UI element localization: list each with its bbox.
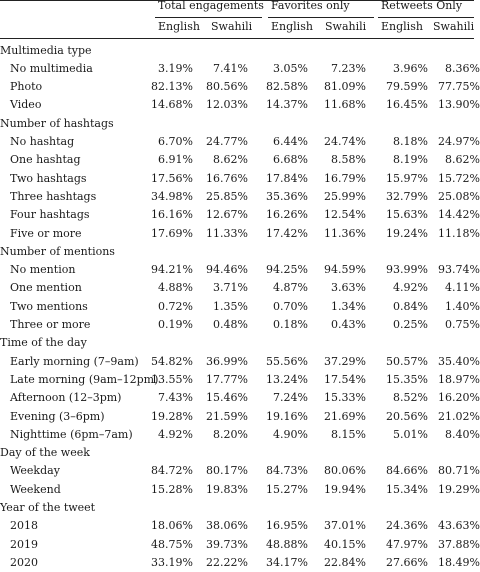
- value-cell: 4.92%: [158, 427, 193, 441]
- value-cell: 79.59%: [386, 80, 428, 94]
- row-label: One hashtag: [10, 153, 81, 167]
- section-header: Number of mentions: [0, 244, 115, 258]
- value-cell: 6.44%: [273, 135, 308, 148]
- value-cell: 6.91%: [158, 153, 193, 167]
- value-cell: 84.72%: [151, 464, 193, 478]
- value-cell: 0.75%: [445, 318, 480, 331]
- value-cell: 15.34%: [386, 482, 428, 496]
- row-label: No multimedia: [10, 61, 93, 75]
- value-cell: 35.40%: [438, 354, 480, 368]
- row-label: Two mentions: [10, 299, 88, 313]
- value-cell: 17.54%: [324, 372, 366, 386]
- value-cell: 21.59%: [206, 409, 248, 423]
- value-cell: 48.88%: [266, 537, 308, 551]
- value-cell: 3.05%: [273, 61, 308, 75]
- value-cell: 0.84%: [393, 299, 428, 313]
- value-cell: 0.19%: [158, 318, 193, 331]
- value-cell: 80.56%: [206, 80, 248, 94]
- value-cell: 80.17%: [206, 464, 248, 478]
- value-cell: 19.94%: [324, 482, 366, 496]
- value-cell: 15.46%: [206, 391, 248, 405]
- value-cell: 7.24%: [273, 391, 308, 405]
- language-header: English: [158, 20, 200, 33]
- value-cell: 14.37%: [266, 98, 308, 112]
- value-cell: 15.72%: [438, 171, 480, 185]
- value-cell: 8.62%: [445, 153, 480, 167]
- value-cell: 7.23%: [331, 61, 366, 75]
- value-cell: 94.46%: [206, 263, 248, 277]
- value-cell: 16.16%: [151, 208, 193, 222]
- row-label: 2019: [10, 537, 38, 551]
- value-cell: 6.68%: [273, 153, 308, 167]
- value-cell: 16.26%: [266, 208, 308, 222]
- value-cell: 11.33%: [206, 226, 248, 240]
- value-cell: 54.82%: [151, 354, 193, 368]
- language-header: Swahili: [433, 20, 475, 33]
- value-cell: 37.29%: [324, 354, 366, 368]
- value-cell: 8.18%: [393, 135, 428, 148]
- group-header: Total engagements: [158, 0, 264, 12]
- value-cell: 36.99%: [206, 354, 248, 368]
- value-cell: 25.99%: [324, 189, 366, 203]
- value-cell: 82.13%: [151, 80, 193, 94]
- value-cell: 16.45%: [386, 98, 428, 112]
- section-header: Day of the week: [0, 446, 90, 460]
- row-label: One mention: [10, 281, 82, 295]
- value-cell: 19.83%: [206, 482, 248, 496]
- value-cell: 93.74%: [438, 263, 480, 277]
- value-cell: 15.97%: [386, 171, 428, 185]
- value-cell: 37.01%: [324, 519, 366, 533]
- value-cell: 50.57%: [386, 354, 428, 368]
- section-header: Time of the day: [0, 336, 87, 350]
- value-cell: 15.28%: [151, 482, 193, 496]
- value-cell: 0.25%: [393, 318, 428, 331]
- value-cell: 17.77%: [206, 372, 248, 386]
- value-cell: 0.70%: [273, 299, 308, 313]
- value-cell: 22.84%: [324, 555, 366, 569]
- value-cell: 25.08%: [438, 189, 480, 203]
- value-cell: 13.90%: [438, 98, 480, 112]
- value-cell: 19.29%: [438, 482, 480, 496]
- value-cell: 3.96%: [393, 61, 428, 75]
- value-cell: 19.28%: [151, 409, 193, 423]
- value-cell: 14.68%: [151, 98, 193, 112]
- value-cell: 8.36%: [445, 61, 480, 75]
- header-rule: [0, 38, 474, 39]
- value-cell: 8.52%: [393, 391, 428, 405]
- value-cell: 39.73%: [206, 537, 248, 551]
- row-label: Early morning (7–9am): [10, 354, 139, 368]
- row-label: Weekend: [10, 482, 61, 496]
- value-cell: 16.20%: [438, 391, 480, 405]
- value-cell: 17.42%: [266, 226, 308, 240]
- value-cell: 32.79%: [386, 189, 428, 203]
- value-cell: 11.36%: [324, 226, 366, 240]
- value-cell: 47.97%: [386, 537, 428, 551]
- value-cell: 34.98%: [151, 189, 193, 203]
- value-cell: 84.66%: [386, 464, 428, 478]
- value-cell: 24.74%: [324, 135, 366, 148]
- row-label: Three hashtags: [10, 189, 97, 203]
- value-cell: 82.58%: [266, 80, 308, 94]
- value-cell: 84.73%: [266, 464, 308, 478]
- value-cell: 8.15%: [331, 427, 366, 441]
- value-cell: 80.71%: [438, 464, 480, 478]
- value-cell: 40.15%: [324, 537, 366, 551]
- value-cell: 14.42%: [438, 208, 480, 222]
- value-cell: 15.63%: [386, 208, 428, 222]
- value-cell: 94.25%: [266, 263, 308, 277]
- value-cell: 18.97%: [438, 372, 480, 386]
- value-cell: 1.40%: [445, 299, 480, 313]
- row-label: Weekday: [10, 464, 60, 478]
- value-cell: 17.69%: [151, 226, 193, 240]
- value-cell: 24.77%: [206, 135, 248, 148]
- value-cell: 3.19%: [158, 61, 193, 75]
- value-cell: 4.88%: [158, 281, 193, 295]
- value-cell: 5.01%: [393, 427, 428, 441]
- value-cell: 34.17%: [266, 555, 308, 569]
- value-cell: 4.11%: [445, 281, 480, 295]
- value-cell: 3.63%: [331, 281, 366, 295]
- value-cell: 19.16%: [266, 409, 308, 423]
- value-cell: 94.21%: [151, 263, 193, 277]
- value-cell: 12.54%: [324, 208, 366, 222]
- value-cell: 6.70%: [158, 135, 193, 148]
- language-header: Swahili: [211, 20, 253, 33]
- value-cell: 20.56%: [386, 409, 428, 423]
- row-label: Late morning (9am–12pm): [10, 372, 159, 386]
- row-label: No mention: [10, 263, 76, 277]
- value-cell: 27.66%: [386, 555, 428, 569]
- value-cell: 15.27%: [266, 482, 308, 496]
- value-cell: 8.62%: [213, 153, 248, 167]
- value-cell: 4.90%: [273, 427, 308, 441]
- value-cell: 37.88%: [438, 537, 480, 551]
- value-cell: 93.99%: [386, 263, 428, 277]
- row-label: 2020: [10, 555, 38, 569]
- language-header: English: [381, 20, 423, 33]
- language-header: English: [271, 20, 313, 33]
- value-cell: 1.35%: [213, 299, 248, 313]
- value-cell: 16.79%: [324, 171, 366, 185]
- row-label: Three or more: [10, 318, 91, 331]
- value-cell: 18.49%: [438, 555, 480, 569]
- row-label: No hashtag: [10, 135, 75, 148]
- value-cell: 8.58%: [331, 153, 366, 167]
- value-cell: 8.40%: [445, 427, 480, 441]
- row-label: Two hashtags: [10, 171, 87, 185]
- value-cell: 15.33%: [324, 391, 366, 405]
- value-cell: 11.18%: [438, 226, 480, 240]
- value-cell: 0.48%: [213, 318, 248, 331]
- row-label: Video: [10, 98, 42, 112]
- group-header: Retweets Only: [381, 0, 463, 12]
- value-cell: 13.55%: [151, 372, 193, 386]
- value-cell: 21.69%: [324, 409, 366, 423]
- value-cell: 24.36%: [386, 519, 428, 533]
- row-label: 2018: [10, 519, 38, 533]
- section-header: Multimedia type: [0, 43, 92, 57]
- value-cell: 77.75%: [438, 80, 480, 94]
- value-cell: 48.75%: [151, 537, 193, 551]
- value-cell: 17.84%: [266, 171, 308, 185]
- value-cell: 13.24%: [266, 372, 308, 386]
- value-cell: 4.87%: [273, 281, 308, 295]
- value-cell: 18.06%: [151, 519, 193, 533]
- value-cell: 19.24%: [386, 226, 428, 240]
- value-cell: 15.35%: [386, 372, 428, 386]
- value-cell: 43.63%: [438, 519, 480, 533]
- row-label: Five or more: [10, 226, 82, 240]
- value-cell: 25.85%: [206, 189, 248, 203]
- row-label: Nighttime (6pm–7am): [10, 427, 133, 441]
- row-label: Evening (3–6pm): [10, 409, 105, 423]
- row-label: Photo: [10, 80, 43, 94]
- value-cell: 4.92%: [393, 281, 428, 295]
- value-cell: 7.43%: [158, 391, 193, 405]
- value-cell: 80.06%: [324, 464, 366, 478]
- section-header: Number of hashtags: [0, 116, 114, 130]
- value-cell: 24.97%: [438, 135, 480, 148]
- value-cell: 21.02%: [438, 409, 480, 423]
- value-cell: 7.41%: [213, 61, 248, 75]
- value-cell: 0.72%: [158, 299, 193, 313]
- value-cell: 12.67%: [206, 208, 248, 222]
- value-cell: 55.56%: [266, 354, 308, 368]
- section-header: Year of the tweet: [0, 501, 96, 514]
- value-cell: 8.20%: [213, 427, 248, 441]
- value-cell: 8.19%: [393, 153, 428, 167]
- value-cell: 16.95%: [266, 519, 308, 533]
- value-cell: 12.03%: [206, 98, 248, 112]
- row-label: Four hashtags: [10, 208, 90, 222]
- value-cell: 35.36%: [266, 189, 308, 203]
- row-label: Afternoon (12–3pm): [10, 391, 122, 405]
- value-cell: 1.34%: [331, 299, 366, 313]
- value-cell: 0.18%: [273, 318, 308, 331]
- group-header: Favorites only: [271, 0, 350, 12]
- value-cell: 16.76%: [206, 171, 248, 185]
- value-cell: 94.59%: [324, 263, 366, 277]
- language-header: Swahili: [325, 20, 367, 33]
- value-cell: 22.22%: [206, 555, 248, 569]
- value-cell: 3.71%: [213, 281, 248, 295]
- value-cell: 17.56%: [151, 171, 193, 185]
- value-cell: 38.06%: [206, 519, 248, 533]
- value-cell: 11.68%: [324, 98, 366, 112]
- value-cell: 33.19%: [151, 555, 193, 569]
- value-cell: 0.43%: [331, 318, 366, 331]
- value-cell: 81.09%: [324, 80, 366, 94]
